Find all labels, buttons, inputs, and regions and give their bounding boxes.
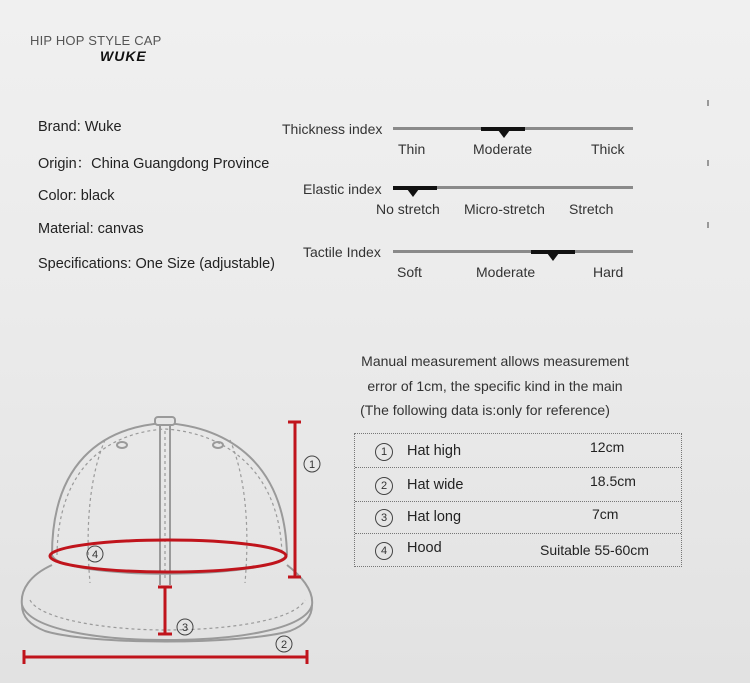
brand-logo: WUKE [100,48,147,64]
edge-mark [707,100,709,106]
diagram-label-1: 1 [308,459,316,471]
thickness-tick-thick: Thick [591,141,625,157]
measurement-value: 7cm [592,506,619,522]
spec-color: Color: black [38,188,115,204]
thickness-tick-moderate: Moderate [473,141,533,157]
cap-diagram [0,405,340,680]
product-subtitle: HIP HOP STYLE CAP [30,33,162,48]
row-number-badge: 1 [375,443,393,461]
cap-outline [22,417,312,642]
tactile-scale [393,250,633,253]
measurement-note-line3: (The following data is:only for reference) [360,402,610,418]
measurement-value: Suitable 55-60cm [540,542,649,558]
measurement-row [355,501,681,535]
thickness-tick-thin: Thin [398,141,426,157]
measurement-value: 12cm [590,439,625,455]
spec-brand: Brand: Wuke [38,119,122,135]
measurement-value: 18.5cm [590,473,636,489]
measurement-table [354,433,682,567]
row-number-badge: 4 [375,542,393,560]
thickness-index-label: Thickness index [282,121,383,137]
elastic-pointer-icon [407,189,419,197]
diagram-label-3: 3 [181,622,189,634]
elastic-tick-none: No stretch [376,201,440,217]
measurement-row [355,467,681,501]
thickness-pointer-icon [498,130,510,138]
tactile-index-label: Tactile Index [303,244,381,260]
spec-material: Material: canvas [38,221,144,237]
measurement-note-line2: error of 1cm, the specific kind in the main [367,378,623,394]
edge-mark [707,160,709,166]
diagram-label-2: 2 [280,639,288,651]
spec-origin: Origin：China Guangdong Province [38,156,270,172]
elastic-tick-stretch: Stretch [569,201,614,217]
row-number-badge: 2 [375,477,393,495]
edge-mark [707,222,709,228]
tactile-tick-soft: Soft [397,264,422,280]
hood-circumference-line [50,540,286,572]
row-number-badge: 3 [375,509,393,527]
diagram-label-4: 4 [91,549,99,561]
tactile-pointer-icon [547,253,559,261]
spec-size: Specifications: One Size (adjustable) [38,256,275,272]
measurement-row [355,434,681,467]
elastic-tick-micro: Micro-stretch [464,201,545,217]
measurement-row [355,533,681,567]
elastic-index-label: Elastic index [303,181,382,197]
tactile-tick-moderate: Moderate [476,264,536,280]
tactile-tick-hard: Hard [593,264,624,280]
measurement-name: Hat long [407,509,462,525]
measurement-name: Hood [407,540,442,556]
measure-lines [24,422,307,664]
measurement-name: Hat high [407,443,462,459]
measurement-name: Hat wide [407,477,464,493]
measurement-note-line1: Manual measurement allows measurement [361,353,629,369]
